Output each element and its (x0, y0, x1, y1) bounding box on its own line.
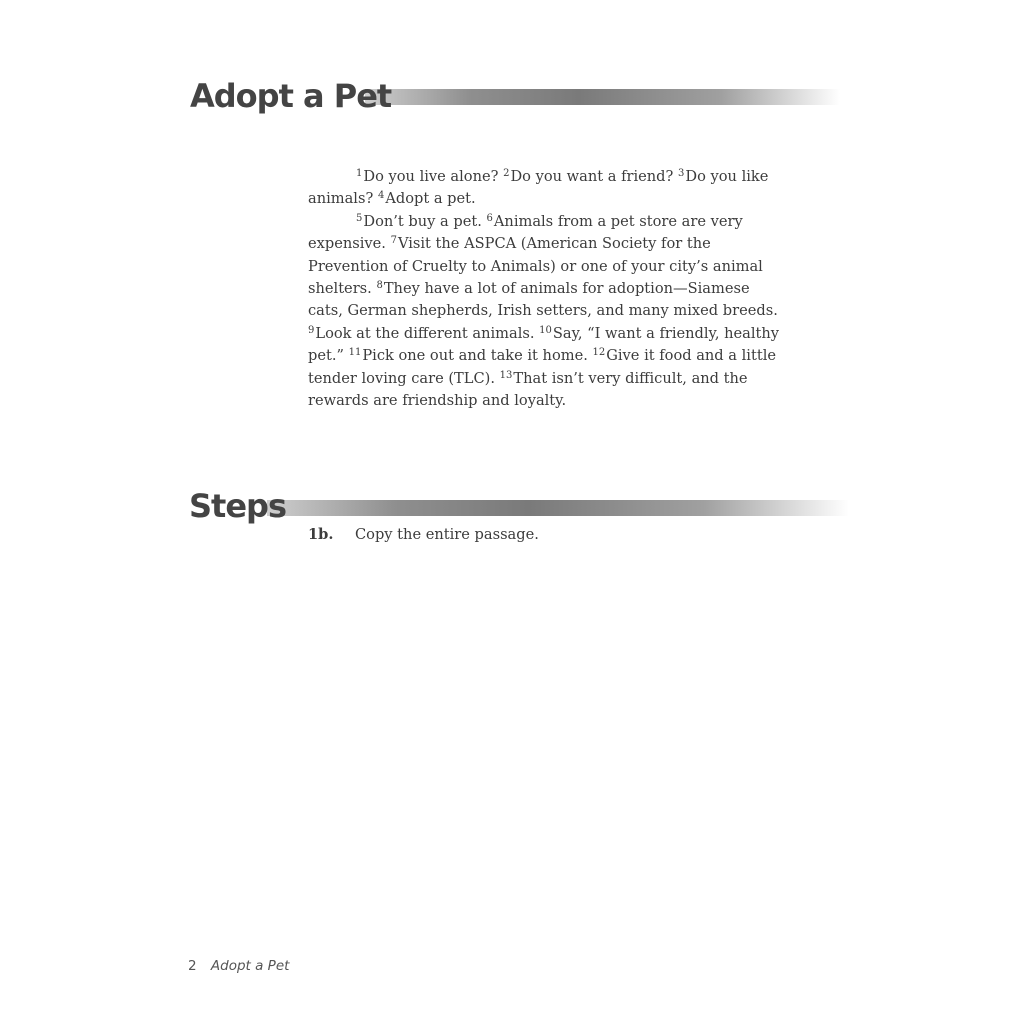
sentence-number: 11 (348, 347, 362, 359)
sentence-text: They have a lot of animals for adoption—Siamese cats, German shepherds, Irish setters, and many mixed breeds. (308, 280, 778, 320)
passage-paragraph-2 (308, 211, 783, 413)
sentence-number: 1 (356, 168, 363, 179)
sentence-number: 5 (356, 212, 363, 224)
sentence-5 (356, 213, 482, 230)
sentence-number: 2 (503, 168, 510, 179)
sentence-1 (356, 168, 498, 185)
sentence-text: That isn’t very difficult, and the rewards are friendship and loyalty. (308, 369, 748, 410)
sentence-text: Give it food and a little tender loving care (TLC). (308, 347, 776, 387)
footer-title: Adopt a Pet (210, 958, 290, 974)
title-gradient-rule (365, 89, 840, 105)
sentence-number: 12 (592, 347, 606, 359)
sentence-text: Say, “I want a friendly, healthy pet.” (308, 324, 780, 365)
sentence-number: 8 (376, 280, 383, 292)
steps-list (308, 524, 788, 546)
sentence-number: 6 (486, 212, 493, 224)
passage-paragraph-1 (308, 166, 783, 211)
title-header (190, 76, 840, 116)
steps-heading: Steps (189, 487, 286, 525)
sentence-text: Pick one out and take it home. (362, 347, 588, 365)
reading-passage (308, 166, 783, 412)
sentence-number: 4 (377, 190, 385, 202)
sentence-8 (308, 280, 778, 319)
page-footer (188, 958, 289, 974)
sentence-text: Don’t buy a pet. (363, 212, 482, 230)
page-title: Adopt a Pet (190, 77, 392, 115)
sentence-text: Do you want a friend? (510, 168, 674, 185)
sentence-text: Animals from a pet store are very expensive. (308, 212, 743, 253)
sentence-text: Do you like animals? (308, 168, 769, 208)
sentence-text: Adopt a pet. (385, 190, 476, 208)
sentence-number: 7 (390, 235, 397, 247)
sentence-number: 10 (539, 324, 552, 336)
step-text: Copy the entire passage. (355, 526, 539, 543)
sentence-11 (349, 347, 588, 364)
step-number: 1b. (308, 526, 334, 543)
sentence-9 (308, 325, 535, 342)
sentence-number: 3 (678, 168, 685, 179)
steps-header (189, 486, 849, 526)
sentence-2 (503, 168, 673, 185)
steps-gradient-rule (267, 500, 849, 516)
sentence-number: 9 (308, 324, 315, 336)
sentence-text: Look at the different animals. (315, 324, 535, 342)
step-item (308, 524, 788, 546)
sentence-text: Do you live alone? (363, 168, 499, 185)
sentence-text: Visit the ASPCA (American Society for the Prevention of Cruelty to Animals) or one of your city’s animal shelters. (308, 235, 763, 298)
sentence-4 (378, 190, 476, 207)
sentence-number: 13 (499, 369, 513, 381)
page-number: 2 (188, 958, 197, 974)
